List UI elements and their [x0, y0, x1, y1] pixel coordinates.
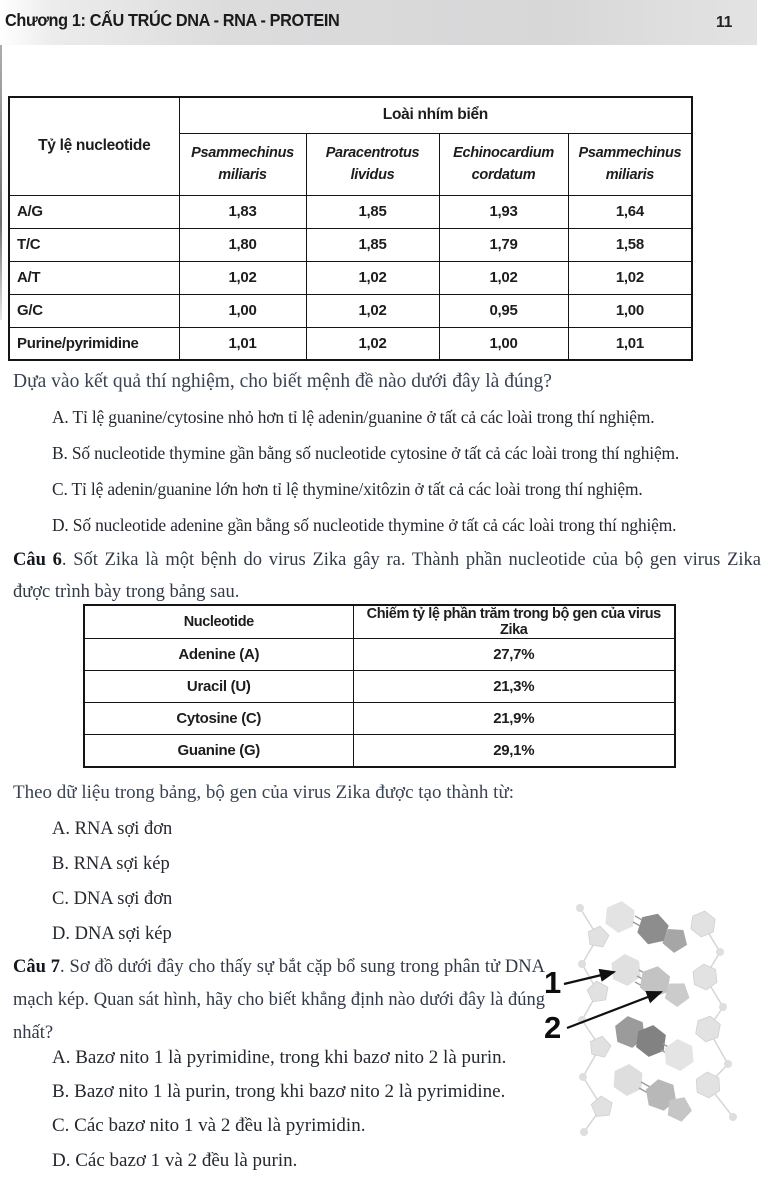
nucleotide-percent: 27,7%: [353, 639, 675, 671]
ratio-value: 1,00: [179, 294, 306, 327]
pyrimidine-base-1: [611, 953, 641, 987]
question6-intro: [13, 544, 761, 608]
ratio-value: 0,95: [439, 294, 568, 327]
table-row: [84, 703, 675, 735]
ratio-label: Purine/pyrimidine: [9, 327, 179, 360]
base-pair-row2: [611, 953, 695, 1010]
ratio-label: G/C: [9, 294, 179, 327]
base-pair-row1: [605, 900, 693, 956]
option-d: D. Số nucleotide adenine gần bằng số nucleotide thymine ở tất cả các loài trong thí nghiệm.: [52, 515, 677, 535]
option-c: C. Tỉ lệ adenin/guanine lớn hơn tỉ lệ thymine/xitôzin ở tất cả các loài trong thí nghiệm.: [52, 479, 643, 499]
nucleotide-percent: 29,1%: [353, 735, 675, 767]
nucleotide-name: Uracil (U): [84, 671, 353, 703]
option-b: B. Bazơ nito 1 là purin, trong khi bazơ nito 2 là pyrimidine.: [52, 1081, 506, 1103]
table2-header-percent: Chiếm tỷ lệ phần trăm trong bộ gen của virus Zika: [353, 605, 675, 639]
option-a: A. Tỉ lệ guanine/cytosine nhỏ hơn tỉ lệ adenin/guanine ở tất cả các loài trong thí nghiệm.: [52, 407, 655, 427]
figure-label-1: 1: [544, 965, 562, 1000]
chapter-header-bar: [0, 0, 757, 45]
question7-intro: [13, 951, 545, 1050]
ratio-value: 1,01: [179, 327, 306, 360]
table-row: [84, 639, 675, 671]
page-number: 11: [716, 14, 733, 31]
ratio-value: 1,00: [568, 294, 692, 327]
ratio-value: 1,93: [439, 195, 568, 228]
dna-base-pairing-figure: [540, 892, 768, 1197]
option-c: C. Các bazơ nito 1 và 2 đều là pyrimidin.: [52, 1115, 366, 1137]
table-row: [9, 261, 692, 294]
ratio-value: 1,02: [179, 261, 306, 294]
ratio-value: 1,02: [306, 294, 439, 327]
nucleotide-name: Guanine (G): [84, 735, 353, 767]
option-c: C. DNA sợi đơn: [52, 889, 173, 909]
backbone-sugars-right: [690, 910, 721, 1099]
table2-header-nucleotide: Nucleotide: [84, 605, 353, 639]
ratio-value: 1,80: [179, 228, 306, 261]
option-b: B. RNA sợi kép: [52, 854, 170, 874]
option-b: B. Số nucleotide thymine gần bằng số nucleotide cytosine ở tất cả các loài trong thí nghiệm.: [52, 443, 680, 463]
option-a: A. Bazơ nito 1 là pyrimidine, trong khi bazơ nito 2 là purin.: [52, 1047, 507, 1068]
ratio-value: 1,79: [439, 228, 568, 261]
question7-intro-text: . Sơ đồ dưới đây cho thấy sự bắt cặp bổ sung trong phân tử DNA mạch kép. Quan sát hình, hãy cho biết khẳng định nào dưới đây là đúng nhất?: [13, 957, 545, 1043]
nucleotide-name: Cytosine (C): [84, 703, 353, 735]
ratio-value: 1,85: [306, 195, 439, 228]
ratio-value: 1,64: [568, 195, 692, 228]
base-pair-row4: [613, 1063, 696, 1124]
ratio-label: A/G: [9, 195, 179, 228]
table-row: [84, 735, 675, 767]
table1-species-header: Psammechinus miliaris: [179, 133, 306, 195]
ratio-value: 1,85: [306, 228, 439, 261]
table1-group-header: Loài nhím biển: [179, 97, 692, 133]
ratio-value: 1,02: [439, 261, 568, 294]
question6-stem: Theo dữ liệu trong bảng, bộ gen của virus Zika được tạo thành từ:: [13, 782, 515, 803]
option-d: D. Các bazơ 1 và 2 đều là purin.: [52, 1149, 298, 1171]
zika-nucleotide-table: [83, 604, 676, 768]
question5-stem: Dựa vào kết quả thí nghiệm, cho biết mệnh đề nào dưới đây là đúng?: [13, 371, 552, 392]
nucleotide-ratio-table: [8, 96, 693, 361]
table1-species-header: Echinocardium cordatum: [439, 133, 568, 195]
option-a: A. RNA sợi đơn: [52, 819, 173, 839]
ratio-value: 1,02: [306, 327, 439, 360]
ratio-label: T/C: [9, 228, 179, 261]
table1-species-header: Psammechinus miliaris: [568, 133, 692, 195]
table-row: [84, 671, 675, 703]
ratio-value: 1,02: [568, 261, 692, 294]
question6-label: Câu 6: [13, 550, 62, 570]
question6-intro-text: . Sốt Zika là một bệnh do virus Zika gây ra. Thành phần nucleotide của bộ gen virus Zika được trình bày trong bảng sau.: [13, 550, 761, 602]
table1-corner-header: Tỷ lệ nucleotide: [9, 97, 179, 195]
question5-options: [52, 399, 679, 543]
question6-options: [52, 812, 172, 952]
ratio-value: 1,83: [179, 195, 306, 228]
table1-species-header: Paracentrotus lividus: [306, 133, 439, 195]
figure-label-2: 2: [544, 1010, 562, 1045]
nucleotide-name: Adenine (A): [84, 639, 353, 671]
nucleotide-percent: 21,9%: [353, 703, 675, 735]
base-pair-row3: [614, 1014, 694, 1072]
question7-label: Câu 7: [13, 957, 61, 977]
ratio-value: 1,00: [439, 327, 568, 360]
chapter-title: Chương 1: CẤU TRÚC DNA - RNA - PROTEIN: [5, 10, 340, 30]
table-row: [9, 195, 692, 228]
table-row: [9, 228, 692, 261]
arrow-to-base-1: [564, 972, 614, 984]
nucleotide-percent: 21,3%: [353, 671, 675, 703]
option-d: D. DNA sợi kép: [52, 924, 172, 944]
ratio-label: A/T: [9, 261, 179, 294]
arrow-to-base-2: [567, 992, 661, 1028]
question7-options: [52, 1041, 506, 1178]
ratio-value: 1,58: [568, 228, 692, 261]
ratio-value: 1,02: [306, 261, 439, 294]
ratio-value: 1,01: [568, 327, 692, 360]
table-row: [9, 294, 692, 327]
table-row: [9, 327, 692, 360]
scan-edge-artifact-bottom: [0, 0, 2, 320]
